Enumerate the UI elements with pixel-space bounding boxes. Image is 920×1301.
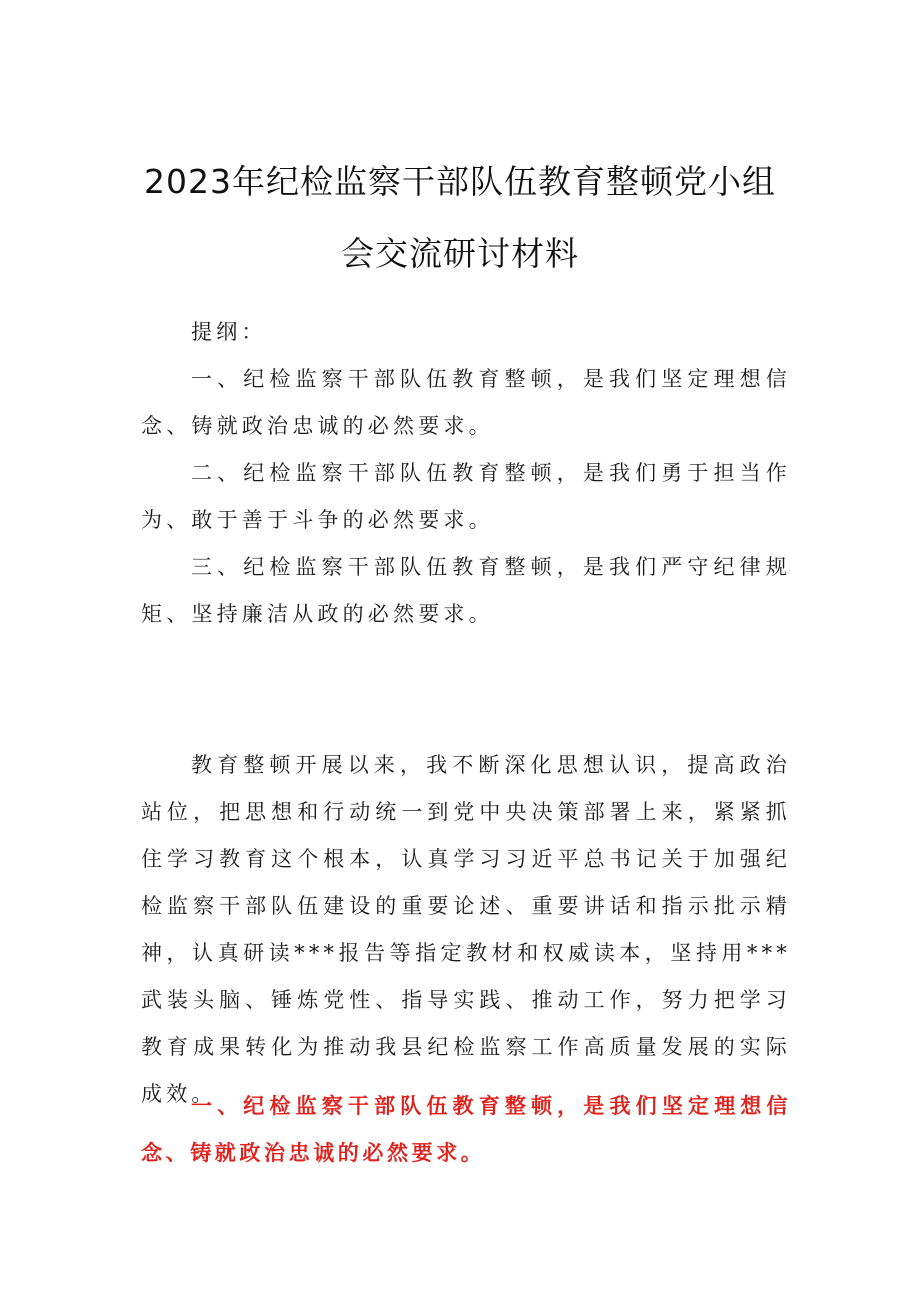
outline-item-2: 二、纪检监察干部队伍教育整顿，是我们勇于担当作为、敢于善于斗争的必然要求。 [141, 461, 791, 532]
outline-item-1: 一、纪检监察干部队伍教育整顿，是我们坚定理想信念、铸就政治忠诚的必然要求。 [141, 367, 791, 438]
section-heading-1: 一、纪检监察干部队伍教育整顿，是我们坚定理想信念、铸就政治忠诚的必然要求。 [141, 1093, 791, 1165]
document-title-line-2: 会交流研讨材料 [341, 234, 579, 273]
document-title-line-1: 2023年纪检监察干部队伍教育整顿党小组 [144, 162, 776, 201]
outline-label: 提纲： [191, 320, 267, 344]
body-paragraph: 教育整顿开展以来，我不断深化思想认识，提高政治站位，把思想和行动统一到党中央决策部署上来，紧紧抓住学习教育这个根本，认真学习习近平总书记关于加强纪检监察干部队伍建设的重要论述、重要讲话和指示批示精神，认真研读***报告等指定教材和权威读本，坚持用***武装头脑、锤炼党性、指导实践、推动工作，努力把学习教育成果转化为推动我县纪检监察工作高质量发展的实际成效。 [141, 753, 791, 1106]
outline-item-3: 三、纪检监察干部队伍教育整顿，是我们严守纪律规矩、坚持廉洁从政的必然要求。 [141, 555, 791, 626]
